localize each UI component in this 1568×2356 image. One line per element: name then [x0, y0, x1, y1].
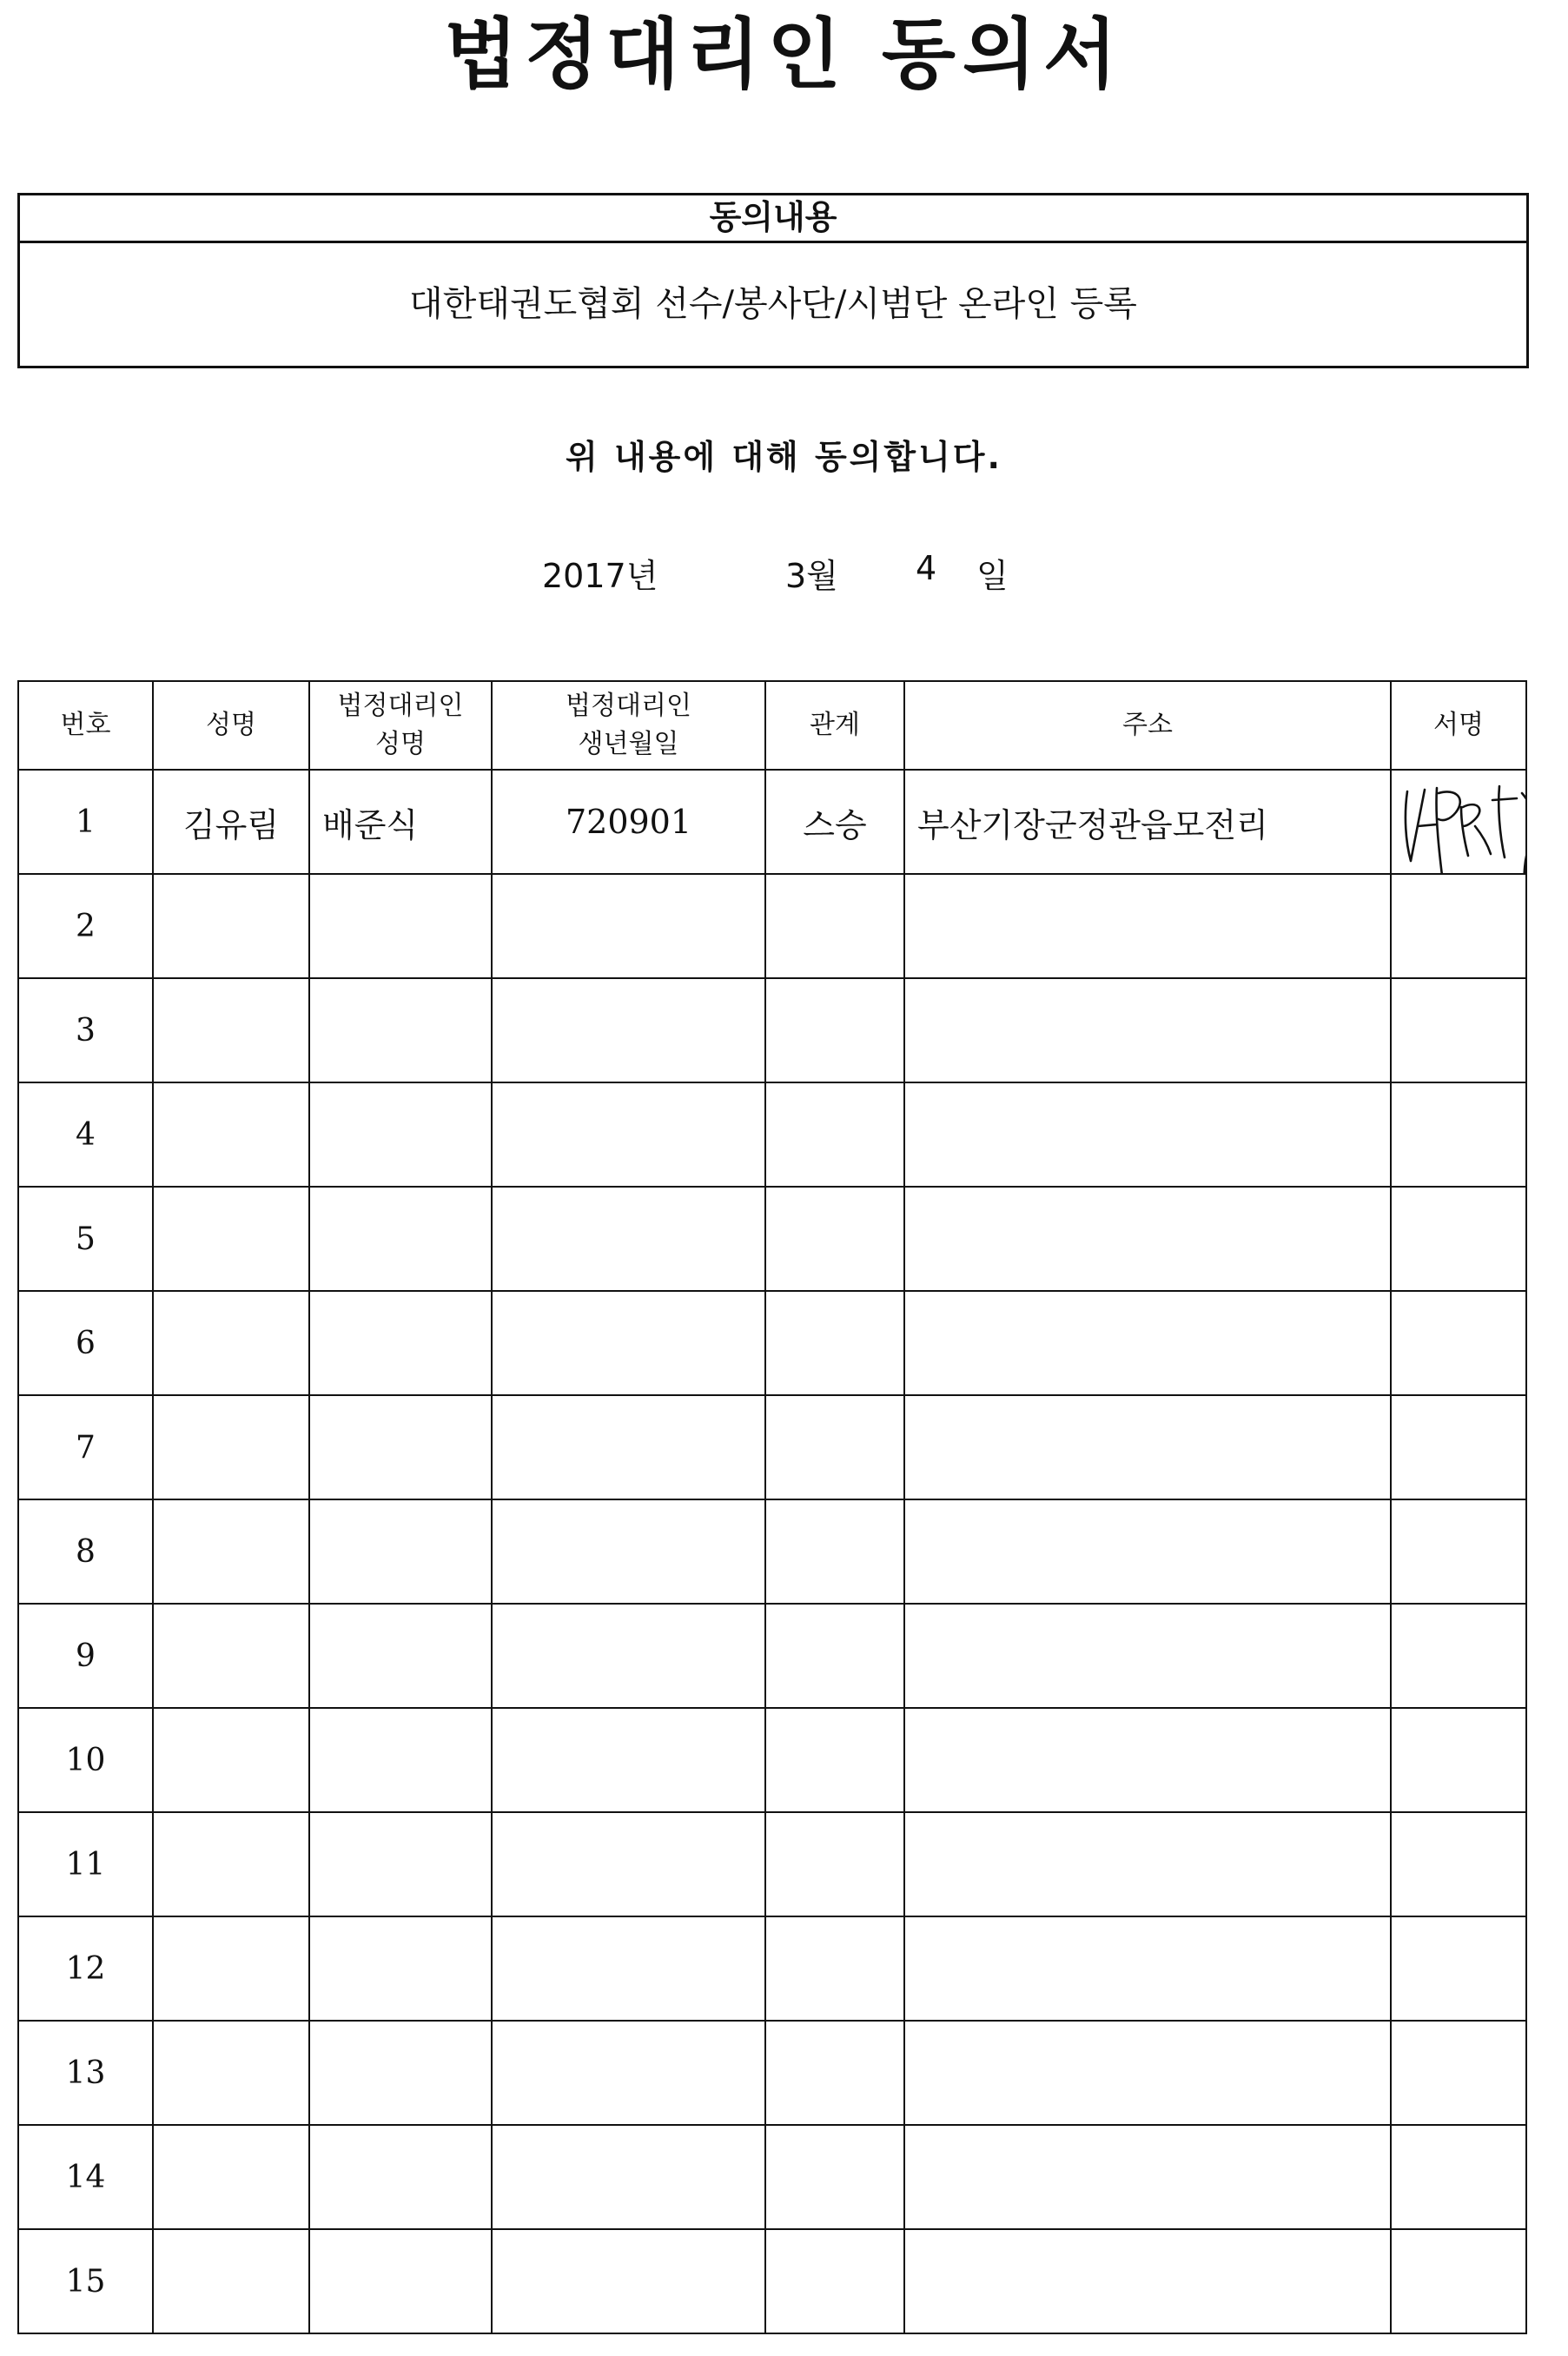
cell-relation — [765, 1187, 904, 1291]
cell-signature — [1391, 1082, 1526, 1187]
cell-name — [153, 2229, 309, 2333]
cell-guardian-name — [309, 1082, 492, 1187]
table-header-row — [18, 681, 1526, 770]
cell-name — [153, 874, 309, 978]
cell-guardian-name: 배준식 — [309, 770, 492, 874]
cell-address — [904, 978, 1391, 1082]
cell-signature — [1391, 2125, 1526, 2229]
table-row — [18, 1604, 1526, 1708]
cell-signature — [1391, 1499, 1526, 1604]
table-row — [18, 1395, 1526, 1499]
cell-name — [153, 1604, 309, 1708]
cell-relation — [765, 1291, 904, 1395]
header-guardian-birth-line1: 법정대리인 — [566, 691, 691, 721]
guardian-table — [17, 680, 1527, 2334]
cell-guardian-name — [309, 1812, 492, 1916]
table-row — [18, 2021, 1526, 2125]
cell-guardian-birth — [492, 1708, 765, 1812]
table-row — [18, 1916, 1526, 2021]
cell-name: 김유림 — [153, 770, 309, 874]
cell-number: 11 — [18, 1812, 153, 1916]
cell-signature — [1391, 1187, 1526, 1291]
cell-number: 10 — [18, 1708, 153, 1812]
cell-guardian-birth — [492, 1499, 765, 1604]
cell-number: 9 — [18, 1604, 153, 1708]
cell-signature — [1391, 2229, 1526, 2333]
cell-address — [904, 1082, 1391, 1187]
cell-address — [904, 2021, 1391, 2125]
table-row — [18, 874, 1526, 978]
cell-name — [153, 1082, 309, 1187]
table-row — [18, 1812, 1526, 1916]
cell-name — [153, 1499, 309, 1604]
cell-number: 1 — [18, 770, 153, 874]
cell-number: 2 — [18, 874, 153, 978]
header-guardian-name-line1: 법정대리인 — [337, 691, 464, 721]
table-row — [18, 1082, 1526, 1187]
date-year: 2017년 — [542, 557, 658, 595]
cell-number: 7 — [18, 1395, 153, 1499]
cell-guardian-name — [309, 978, 492, 1082]
cell-relation — [765, 1395, 904, 1499]
cell-guardian-name — [309, 1291, 492, 1395]
cell-guardian-birth — [492, 2125, 765, 2229]
cell-name — [153, 1291, 309, 1395]
header-name: 성명 — [153, 681, 309, 770]
cell-guardian-birth: 720901 — [492, 770, 765, 874]
cell-number: 15 — [18, 2229, 153, 2333]
cell-signature — [1391, 1812, 1526, 1916]
cell-guardian-name — [309, 1708, 492, 1812]
cell-guardian-birth — [492, 1916, 765, 2021]
cell-number: 14 — [18, 2125, 153, 2229]
cell-number: 6 — [18, 1291, 153, 1395]
cell-guardian-birth — [492, 2021, 765, 2125]
header-guardian-name-line2: 성명 — [375, 729, 426, 759]
cell-number: 5 — [18, 1187, 153, 1291]
cell-name — [153, 1916, 309, 2021]
cell-address — [904, 1916, 1391, 2021]
cell-address — [904, 1291, 1391, 1395]
cell-name — [153, 978, 309, 1082]
cell-signature — [1391, 2021, 1526, 2125]
cell-signature — [1391, 1291, 1526, 1395]
handwritten-signature — [1395, 781, 1526, 874]
header-guardian-name — [309, 681, 492, 770]
cell-guardian-birth — [492, 1291, 765, 1395]
cell-guardian-name — [309, 1916, 492, 2021]
consent-content: 대한태권도협회 선수/봉사단/시범단 온라인 등록 — [409, 284, 1137, 324]
cell-guardian-name — [309, 1499, 492, 1604]
cell-guardian-name — [309, 1604, 492, 1708]
cell-relation — [765, 1916, 904, 2021]
cell-relation — [765, 874, 904, 978]
cell-address — [904, 1604, 1391, 1708]
consent-box — [17, 193, 1529, 368]
cell-signature — [1391, 770, 1526, 874]
cell-number: 3 — [18, 978, 153, 1082]
cell-guardian-birth — [492, 1395, 765, 1499]
cell-address — [904, 2229, 1391, 2333]
cell-signature — [1391, 874, 1526, 978]
cell-name — [153, 1395, 309, 1499]
cell-signature — [1391, 978, 1526, 1082]
cell-address: 부산기장군정관읍모전리 — [904, 770, 1391, 874]
cell-guardian-birth — [492, 874, 765, 978]
cell-address — [904, 2125, 1391, 2229]
cell-relation — [765, 1708, 904, 1812]
cell-relation — [765, 1499, 904, 1604]
table-row — [18, 2229, 1526, 2333]
cell-number: 8 — [18, 1499, 153, 1604]
consent-header: 동의내용 — [20, 195, 1526, 243]
cell-guardian-name — [309, 1395, 492, 1499]
header-signature: 서명 — [1391, 681, 1526, 770]
cell-guardian-birth — [492, 1082, 765, 1187]
cell-name — [153, 2125, 309, 2229]
header-guardian-birth — [492, 681, 765, 770]
cell-guardian-birth — [492, 1604, 765, 1708]
cell-relation — [765, 978, 904, 1082]
cell-address — [904, 1812, 1391, 1916]
header-guardian-birth-line2: 생년월일 — [578, 729, 679, 759]
cell-address — [904, 1708, 1391, 1812]
cell-relation — [765, 1604, 904, 1708]
date-day: 4 — [916, 549, 937, 587]
table-row — [18, 978, 1526, 1082]
cell-number: 13 — [18, 2021, 153, 2125]
cell-address — [904, 1395, 1391, 1499]
cell-name — [153, 1187, 309, 1291]
cell-relation — [765, 1082, 904, 1187]
table-row — [18, 2125, 1526, 2229]
header-address: 주소 — [904, 681, 1391, 770]
cell-name — [153, 2021, 309, 2125]
cell-number: 4 — [18, 1082, 153, 1187]
cell-guardian-name — [309, 2021, 492, 2125]
cell-guardian-name — [309, 874, 492, 978]
cell-address — [904, 1187, 1391, 1291]
cell-guardian-name — [309, 2229, 492, 2333]
table-row — [18, 1291, 1526, 1395]
header-relation: 관계 — [765, 681, 904, 770]
cell-number: 12 — [18, 1916, 153, 2021]
cell-name — [153, 1812, 309, 1916]
table-row — [18, 1499, 1526, 1604]
cell-signature — [1391, 1916, 1526, 2021]
cell-address — [904, 874, 1391, 978]
cell-address — [904, 1499, 1391, 1604]
document-title: 법정대리인 동의서 — [444, 9, 1124, 99]
agreement-statement: 위 내용에 대해 동의합니다. — [566, 438, 1002, 476]
cell-guardian-birth — [492, 1812, 765, 1916]
cell-relation — [765, 2125, 904, 2229]
cell-guardian-name — [309, 1187, 492, 1291]
cell-name — [153, 1708, 309, 1812]
table-row — [18, 770, 1526, 874]
table-row — [18, 1708, 1526, 1812]
date-month: 3월 — [785, 557, 838, 595]
date-line — [0, 549, 1568, 595]
cell-guardian-birth — [492, 978, 765, 1082]
cell-guardian-name — [309, 2125, 492, 2229]
cell-signature — [1391, 1708, 1526, 1812]
cell-signature — [1391, 1604, 1526, 1708]
cell-guardian-birth — [492, 1187, 765, 1291]
date-day-label: 일 — [976, 557, 1009, 595]
cell-relation — [765, 2021, 904, 2125]
cell-guardian-birth — [492, 2229, 765, 2333]
cell-relation — [765, 2229, 904, 2333]
cell-relation: 스승 — [765, 770, 904, 874]
header-number: 번호 — [18, 681, 153, 770]
cell-signature — [1391, 1395, 1526, 1499]
table-row — [18, 1187, 1526, 1291]
cell-relation — [765, 1812, 904, 1916]
